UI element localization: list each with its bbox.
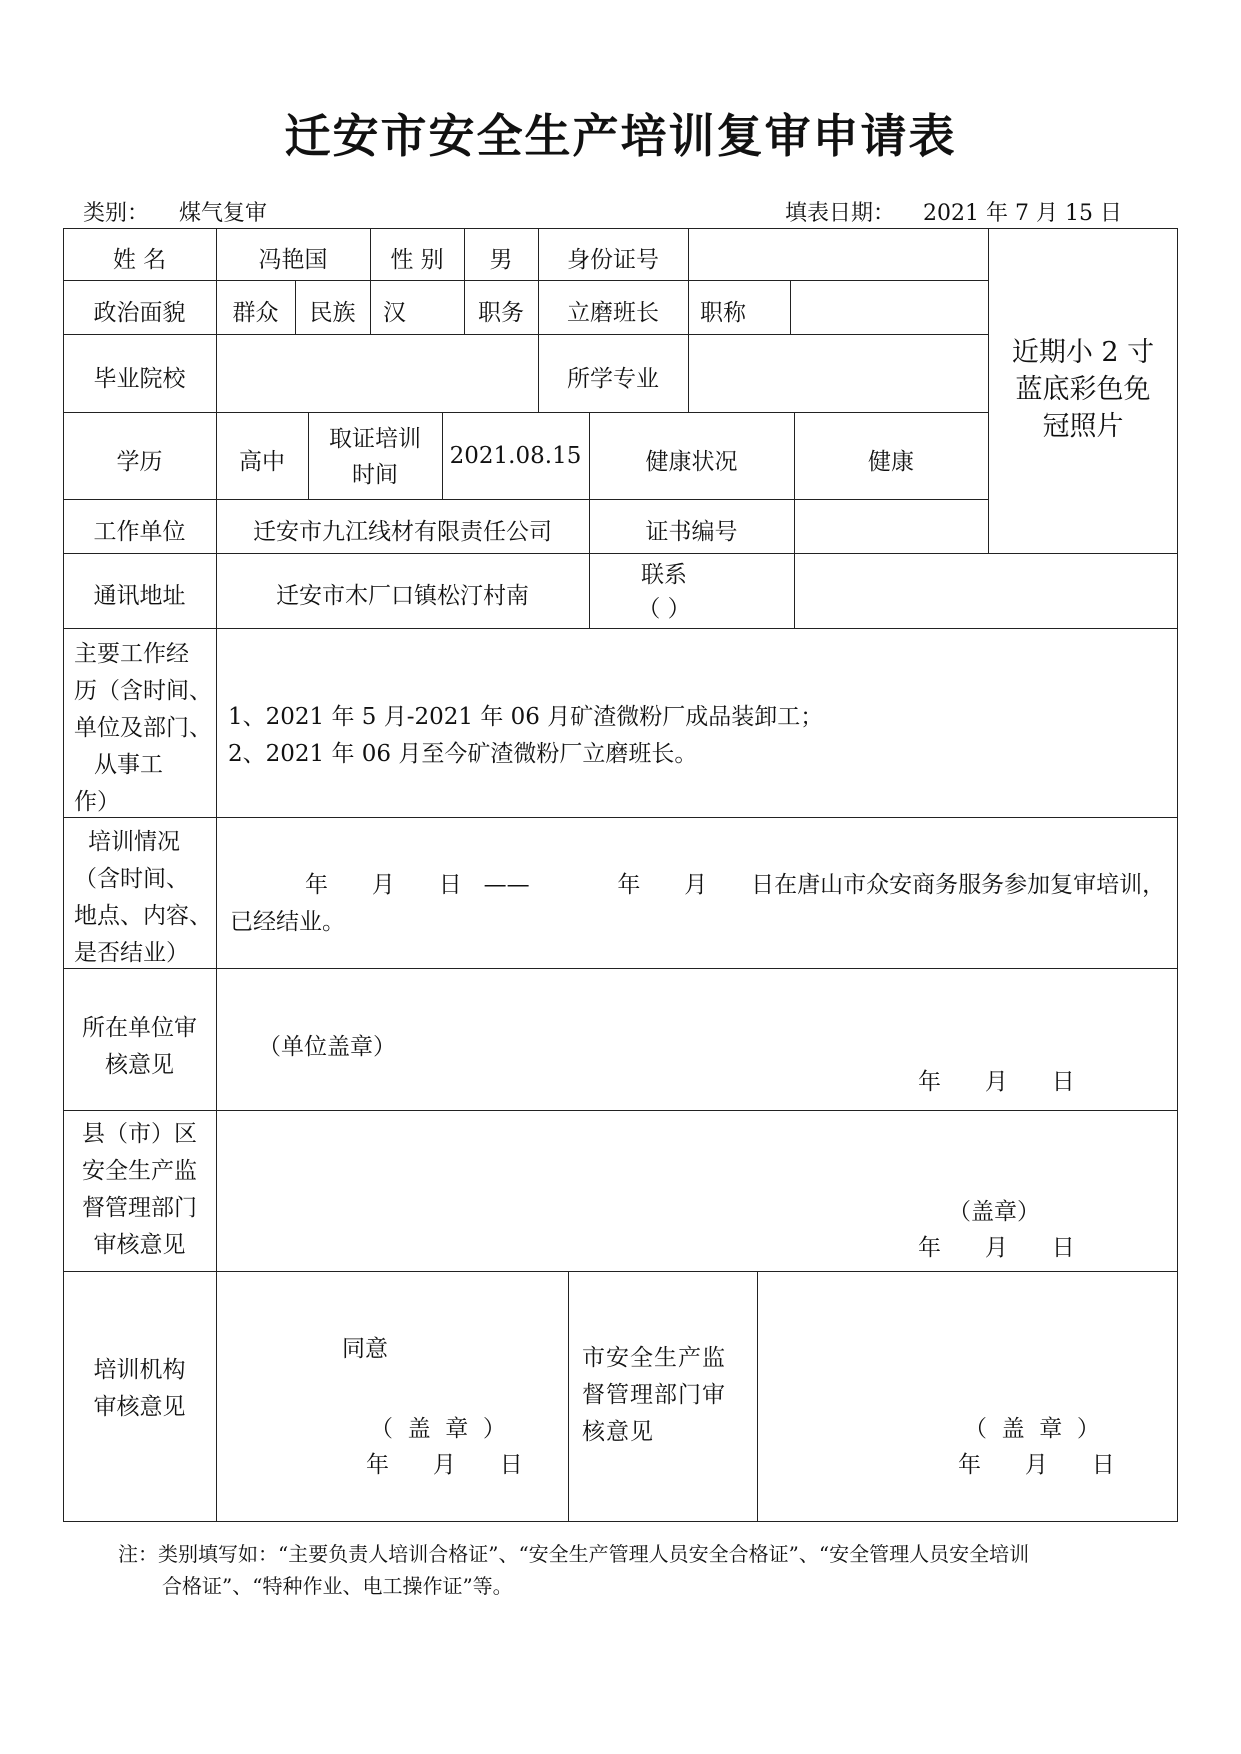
col-divider — [688, 334, 689, 412]
footnote — [118, 1538, 1158, 1602]
ethnic-label: 民族 — [309, 300, 356, 326]
cert-time-label-line: 时间 — [352, 462, 398, 488]
city-review-label — [582, 1340, 754, 1451]
contact-label-line: 联系 — [641, 562, 687, 588]
training-label-line: 是否结业） — [74, 940, 189, 966]
row-divider — [63, 412, 988, 413]
row-divider — [63, 553, 1178, 554]
county-review-label-line: 县（市）区 — [82, 1121, 197, 1147]
photo-line: 蓝底彩色免 — [1015, 374, 1151, 405]
institution-stamp: （ 盖 章 ） — [370, 1416, 506, 1442]
county-stamp: （盖章） — [948, 1199, 1040, 1225]
cert-no-label: 证书编号 — [645, 519, 738, 545]
col-divider — [688, 228, 689, 280]
col-divider — [794, 499, 795, 553]
name-label: 姓 名 — [112, 247, 167, 273]
institution-review-label — [63, 1352, 216, 1426]
col-divider — [794, 553, 795, 628]
county-review-date[interactable]: 年 月 日 — [918, 1235, 1075, 1261]
work-history-label-line: 单位及部门、 — [74, 715, 212, 741]
col-divider — [568, 1271, 569, 1522]
row-divider — [63, 1271, 1178, 1272]
work-history-label-line: 作） — [74, 789, 120, 815]
city-review-date[interactable]: 年 月 日 — [958, 1452, 1115, 1478]
work-history-item[interactable]: 2、2021 年 06 月至今矿渣微粉厂立磨班长。 — [228, 741, 698, 767]
company-value[interactable]: 迁安市九江线材有限责任公司 — [253, 519, 552, 545]
political-label: 政治面貌 — [93, 300, 186, 326]
major-label: 所学专业 — [567, 366, 659, 392]
footnote-line: 注：类别填写如：“主要负责人培训合格证”、“安全生产管理人员安全合格证”、“安全管理人员安全培训 — [118, 1542, 1030, 1566]
training-label — [74, 824, 216, 972]
position-label: 职务 — [478, 300, 524, 326]
name-value[interactable]: 冯艳国 — [258, 247, 328, 273]
photo-line: 近期小 2 寸 — [1011, 337, 1155, 368]
city-review-label-line: 核意见 — [582, 1419, 654, 1445]
city-stamp: （ 盖 章 ） — [964, 1416, 1100, 1442]
unit-review-label-line: 核意见 — [105, 1052, 174, 1078]
institution-opinion[interactable]: 同意 — [342, 1336, 388, 1362]
institution-review-label-line: 培训机构 — [93, 1357, 186, 1383]
county-review-label-line: 审核意见 — [93, 1232, 186, 1258]
photo-placeholder — [988, 334, 1178, 445]
gender-label: 性 别 — [390, 247, 444, 273]
address-value[interactable]: 迁安市木厂口镇松汀村南 — [276, 583, 529, 609]
row-divider — [63, 334, 988, 335]
city-review-label-line: 市安全生产监 — [582, 1345, 726, 1371]
unit-review-date[interactable]: 年 月 日 — [918, 1069, 1075, 1095]
col-divider — [790, 280, 791, 334]
address-label: 通讯地址 — [93, 583, 186, 609]
row-divider — [63, 628, 1178, 629]
cert-time-value[interactable]: 2021.08.15 — [449, 443, 582, 469]
id-number-label: 身份证号 — [567, 247, 659, 273]
county-review-label — [63, 1116, 216, 1264]
training-text[interactable]: 已经结业。 — [230, 909, 345, 935]
county-review-label-line: 督管理部门 — [82, 1195, 197, 1221]
company-label: 工作单位 — [93, 519, 186, 545]
school-label: 毕业院校 — [93, 366, 186, 392]
work-history-label-line: 历（含时间、 — [74, 678, 212, 704]
row-divider — [63, 817, 1178, 818]
training-label-line: （含时间、 — [74, 866, 189, 892]
gender-value[interactable]: 男 — [489, 247, 513, 273]
category-value: 煤气复审 — [179, 201, 268, 226]
unit-review-label-line: 所在单位审 — [82, 1015, 197, 1041]
unit-stamp: （单位盖章） — [258, 1034, 396, 1060]
education-label: 学历 — [116, 449, 163, 475]
col-divider — [216, 228, 217, 1522]
contact-label-line: （ ） — [637, 596, 691, 622]
work-history-item[interactable]: 1、2021 年 5 月-2021 年 06 月矿渣微粉厂成品装卸工； — [228, 704, 824, 730]
unit-review-label — [63, 1010, 216, 1084]
training-label-line: 培训情况 — [88, 829, 180, 855]
education-value[interactable]: 高中 — [239, 449, 285, 475]
footnote-line: 合格证”、“特种作业、电工操作证”等。 — [162, 1574, 513, 1598]
cert-time-label-line: 取证培训 — [329, 426, 421, 452]
county-review-label-line: 安全生产监 — [82, 1158, 197, 1184]
health-label: 健康状况 — [645, 449, 738, 475]
date-label: 填表日期： — [785, 201, 896, 226]
work-history-label-line: 从事工 — [94, 752, 163, 778]
institution-review-label-line: 审核意见 — [93, 1394, 186, 1420]
photo-line: 冠照片 — [1042, 411, 1124, 442]
row-divider — [63, 1110, 1178, 1111]
contact-label — [589, 558, 739, 626]
row-divider — [63, 280, 988, 281]
page-title: 迁安市安全生产培训复审申请表 — [284, 109, 957, 163]
date-value: 2021 年 7 月 15 日 — [923, 201, 1122, 226]
training-label-line: 地点、内容、 — [74, 903, 212, 929]
work-history-label — [74, 636, 216, 821]
col-divider — [757, 1271, 758, 1522]
position-value[interactable]: 立磨班长 — [567, 300, 659, 326]
training-text[interactable]: 年 月 日 —— 年 月 日在唐山市众安商务服务参加复审培训， — [305, 872, 1166, 898]
ethnic-value[interactable]: 汉 — [383, 300, 406, 326]
health-value[interactable]: 健康 — [868, 449, 914, 475]
work-history-label-line: 主要工作经 — [74, 641, 189, 667]
city-review-label-line: 督管理部门审 — [582, 1382, 726, 1408]
col-divider — [370, 280, 371, 334]
political-value[interactable]: 群众 — [232, 300, 279, 326]
category-label: 类别： — [83, 201, 150, 226]
cert-time-label — [308, 421, 442, 493]
col-divider — [688, 280, 689, 334]
institution-review-date[interactable]: 年 月 日 — [366, 1452, 523, 1478]
category-field — [83, 196, 267, 227]
row-divider — [63, 968, 1178, 969]
job-title-label: 职称 — [700, 300, 746, 326]
date-field — [785, 196, 1122, 227]
row-divider — [63, 499, 988, 500]
